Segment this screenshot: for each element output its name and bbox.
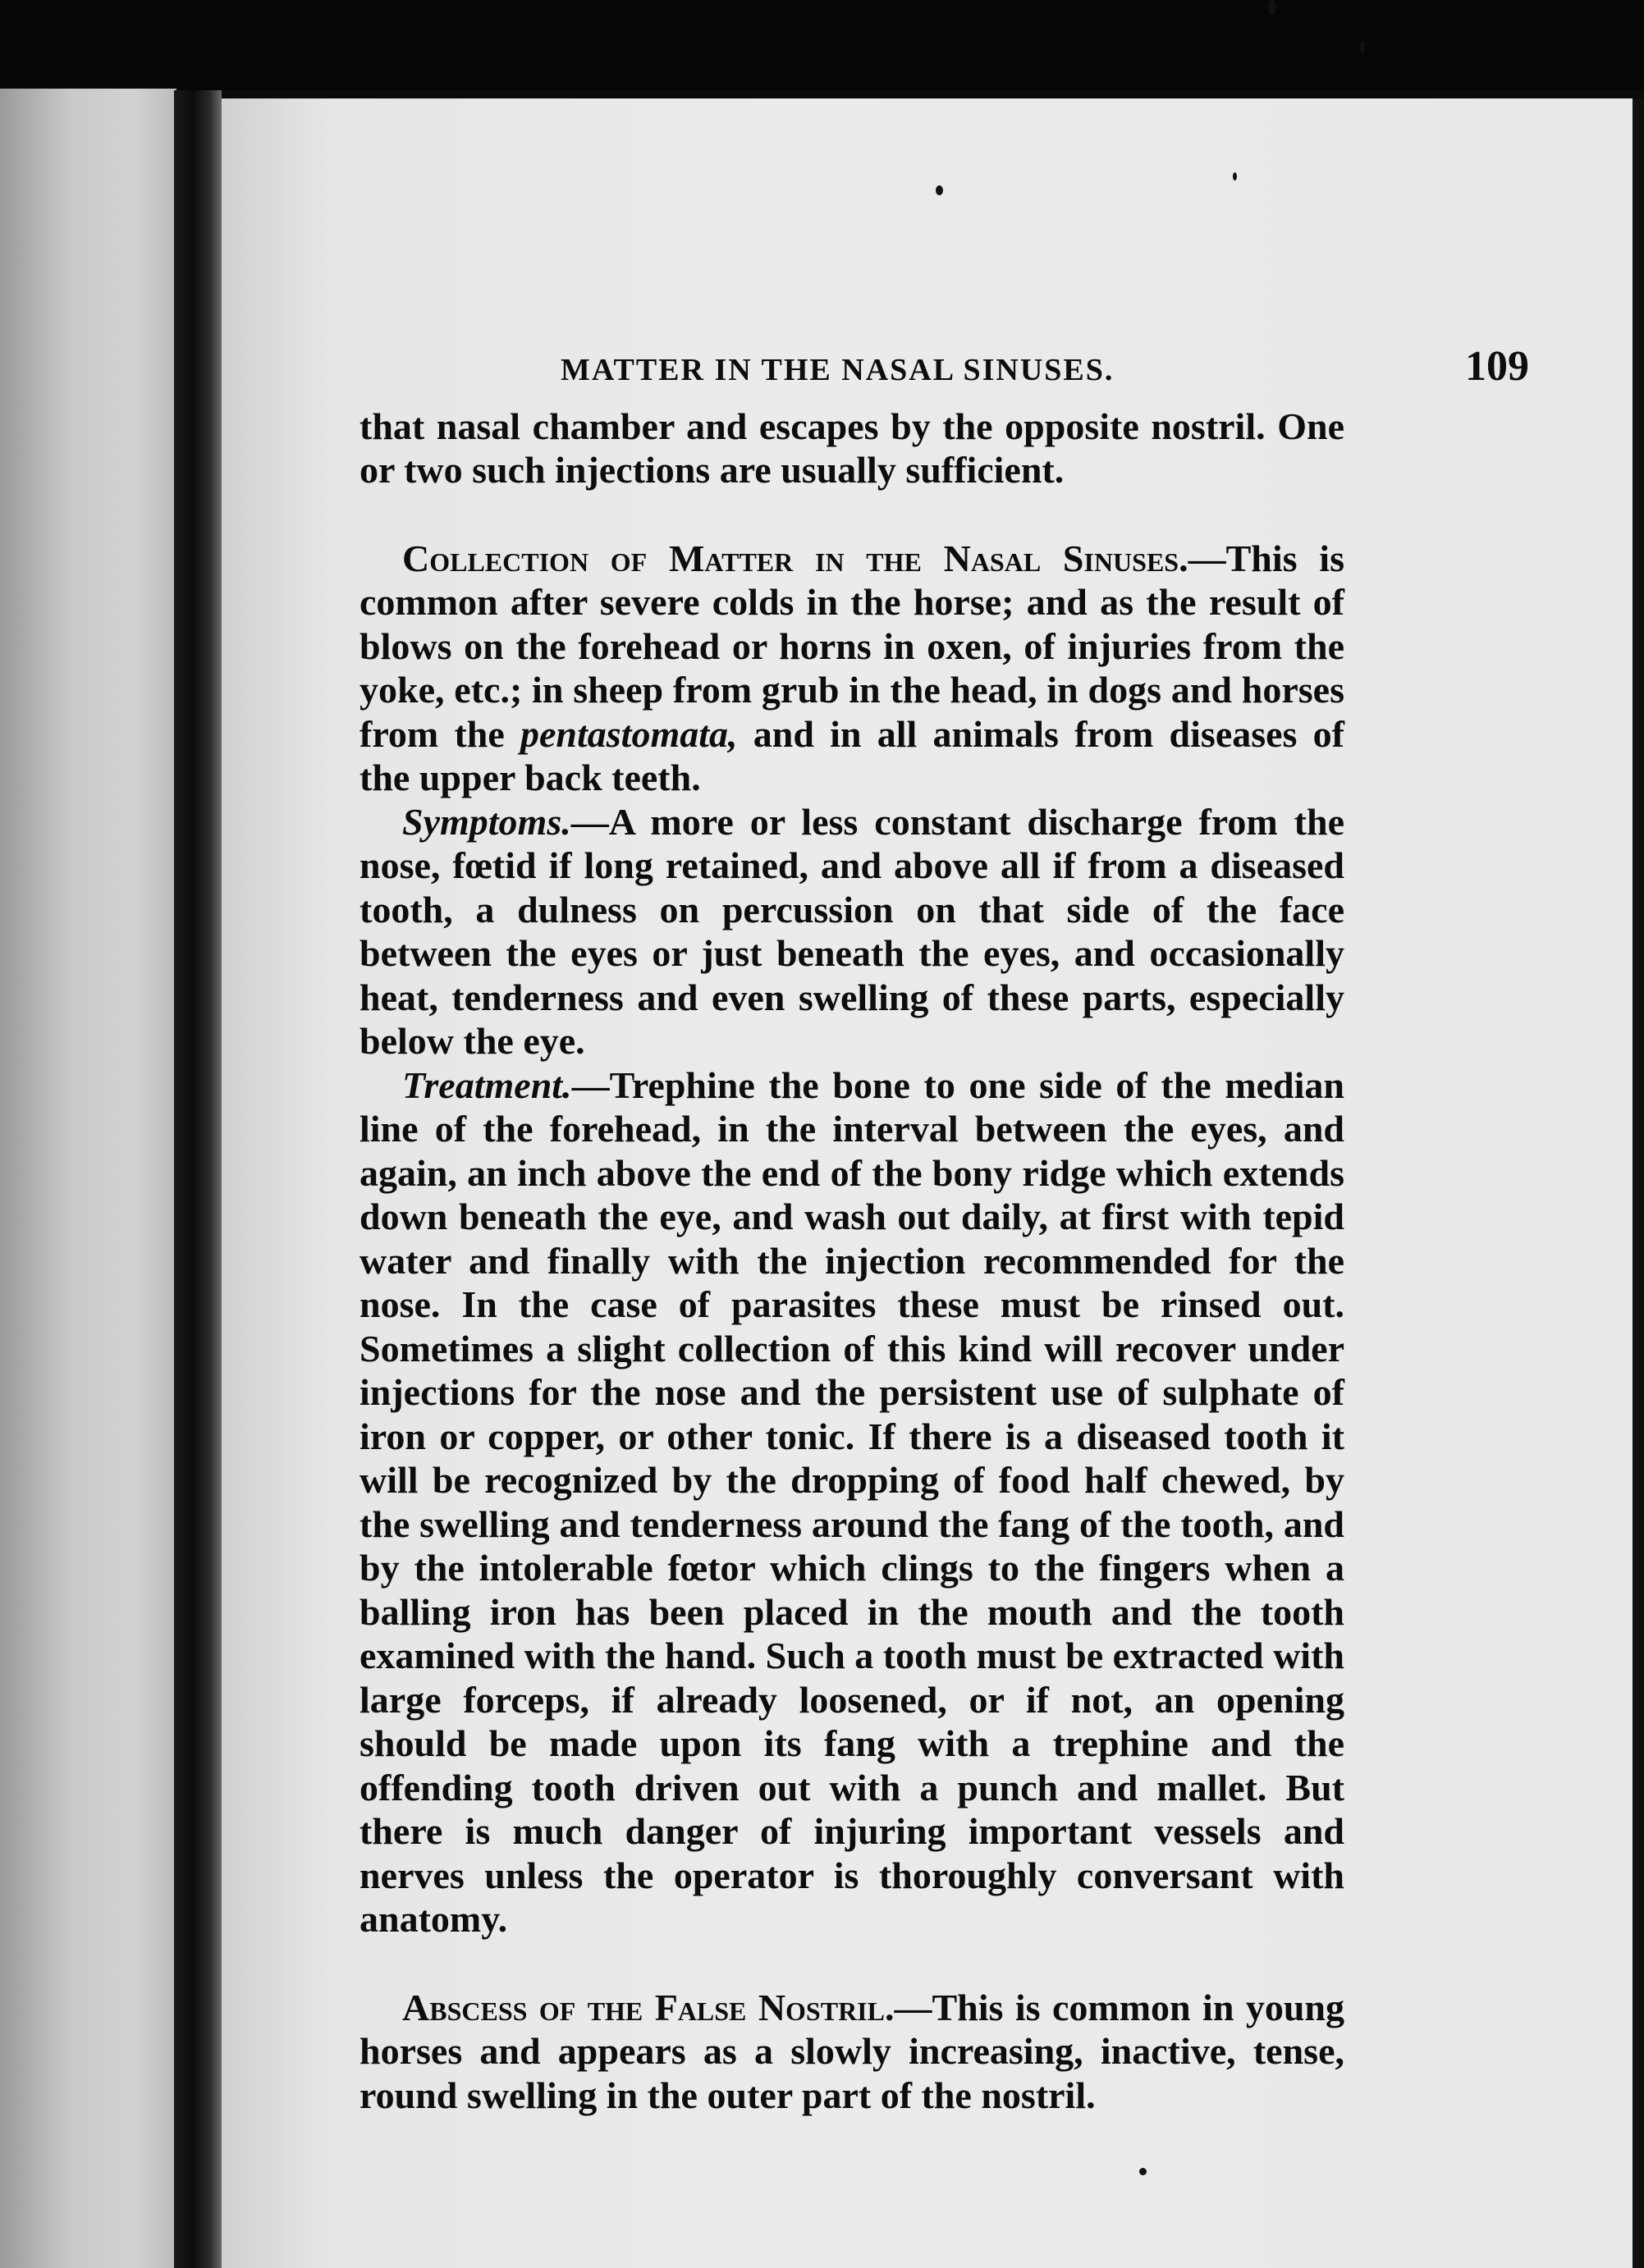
paragraph-text: and in all animals from diseases of the upper back teeth. xyxy=(359,712,1345,798)
subsection-label: Treatment. xyxy=(402,1063,572,1106)
running-head xyxy=(561,345,1529,393)
running-head-title: MATTER IN THE NASAL SINUSES. xyxy=(561,353,1115,387)
page-number: 109 xyxy=(1465,343,1529,390)
scan-speck xyxy=(1139,2168,1147,2175)
section-heading: Abscess of the False Nostril. xyxy=(402,1986,895,2028)
paragraph-text: —Trephine the bone to one side of the median line of the forehead, in the interval between the eyes, and again, an inch above the end of the bony ridge which extends down beneath the eye, and wash out daily, at first with tepid water and finally with the injection recommended for the nose. In the case of parasites these must be rinsed out. Sometimes a slight collection of this kind will recover under injections for the nose and the persistent use of sulphate of iron or copper, or other tonic. If there is a diseased tooth it will be recognized by the dropping of food half chewed, by the swelling and tenderness around the fang of the tooth, and by the intolerable fœtor which clings to the fingers when a balling iron has been placed in the mouth and the tooth examined with the hand. Such a tooth must be extracted with large forceps, if already loosened, or if not, an opening should be made upon its fang with a trephine and the offending tooth driven out with a punch and mallet. But there is much danger of injuring important vessels and nerves unless the operator is thoroughly conversant with anatomy. xyxy=(359,1063,1344,1940)
facing-page-edge xyxy=(0,89,176,2268)
italic-term: pentastomata, xyxy=(520,712,738,755)
section-gap xyxy=(359,492,1344,537)
paragraph-symptoms xyxy=(359,800,1344,1063)
section-gap xyxy=(359,1941,1344,1986)
paragraph-continuation: that nasal chamber and escapes by the opposite nostril. One or two such injections are usually sufficient. xyxy=(359,405,1344,491)
scan-border-top xyxy=(0,0,1644,90)
scan-speck xyxy=(936,185,943,195)
section-heading: Collection of Matter in the Nasal Sinuses. xyxy=(402,537,1188,579)
subsection-label: Symptoms. xyxy=(402,800,571,843)
scan-speck xyxy=(1268,0,1276,15)
paragraph-collection-of-matter xyxy=(359,537,1344,800)
paragraph-abscess-false-nostril xyxy=(359,1986,1344,2118)
book-gutter xyxy=(174,90,222,2268)
paragraph-treatment xyxy=(359,1063,1344,1941)
paragraph-text: —This is common in young horses and appears as a slowly increasing, inactive, tense, round swelling in the outer part of the nostril. xyxy=(359,1986,1344,2116)
page-text xyxy=(359,343,1529,2117)
scan-speck xyxy=(1360,41,1365,54)
paragraph-text: —This is common after severe colds in the horse; and as the result of blows on the forehead or horns in oxen, of injuries from the yoke, etc.; in sheep from grub in the head, in dogs and horses from the xyxy=(359,537,1344,755)
scan-border-right xyxy=(1633,98,1644,2268)
paragraph-text: —A more or less constant discharge from the nose, fœtid if long retained, and above all if from a diseased tooth, a dulness on percussion on that side of the face between the eyes or just beneath the eyes, and occasionally heat, tenderness and even swelling of these parts, especially below the eye. xyxy=(359,800,1344,1062)
scan-speck xyxy=(1233,172,1237,181)
